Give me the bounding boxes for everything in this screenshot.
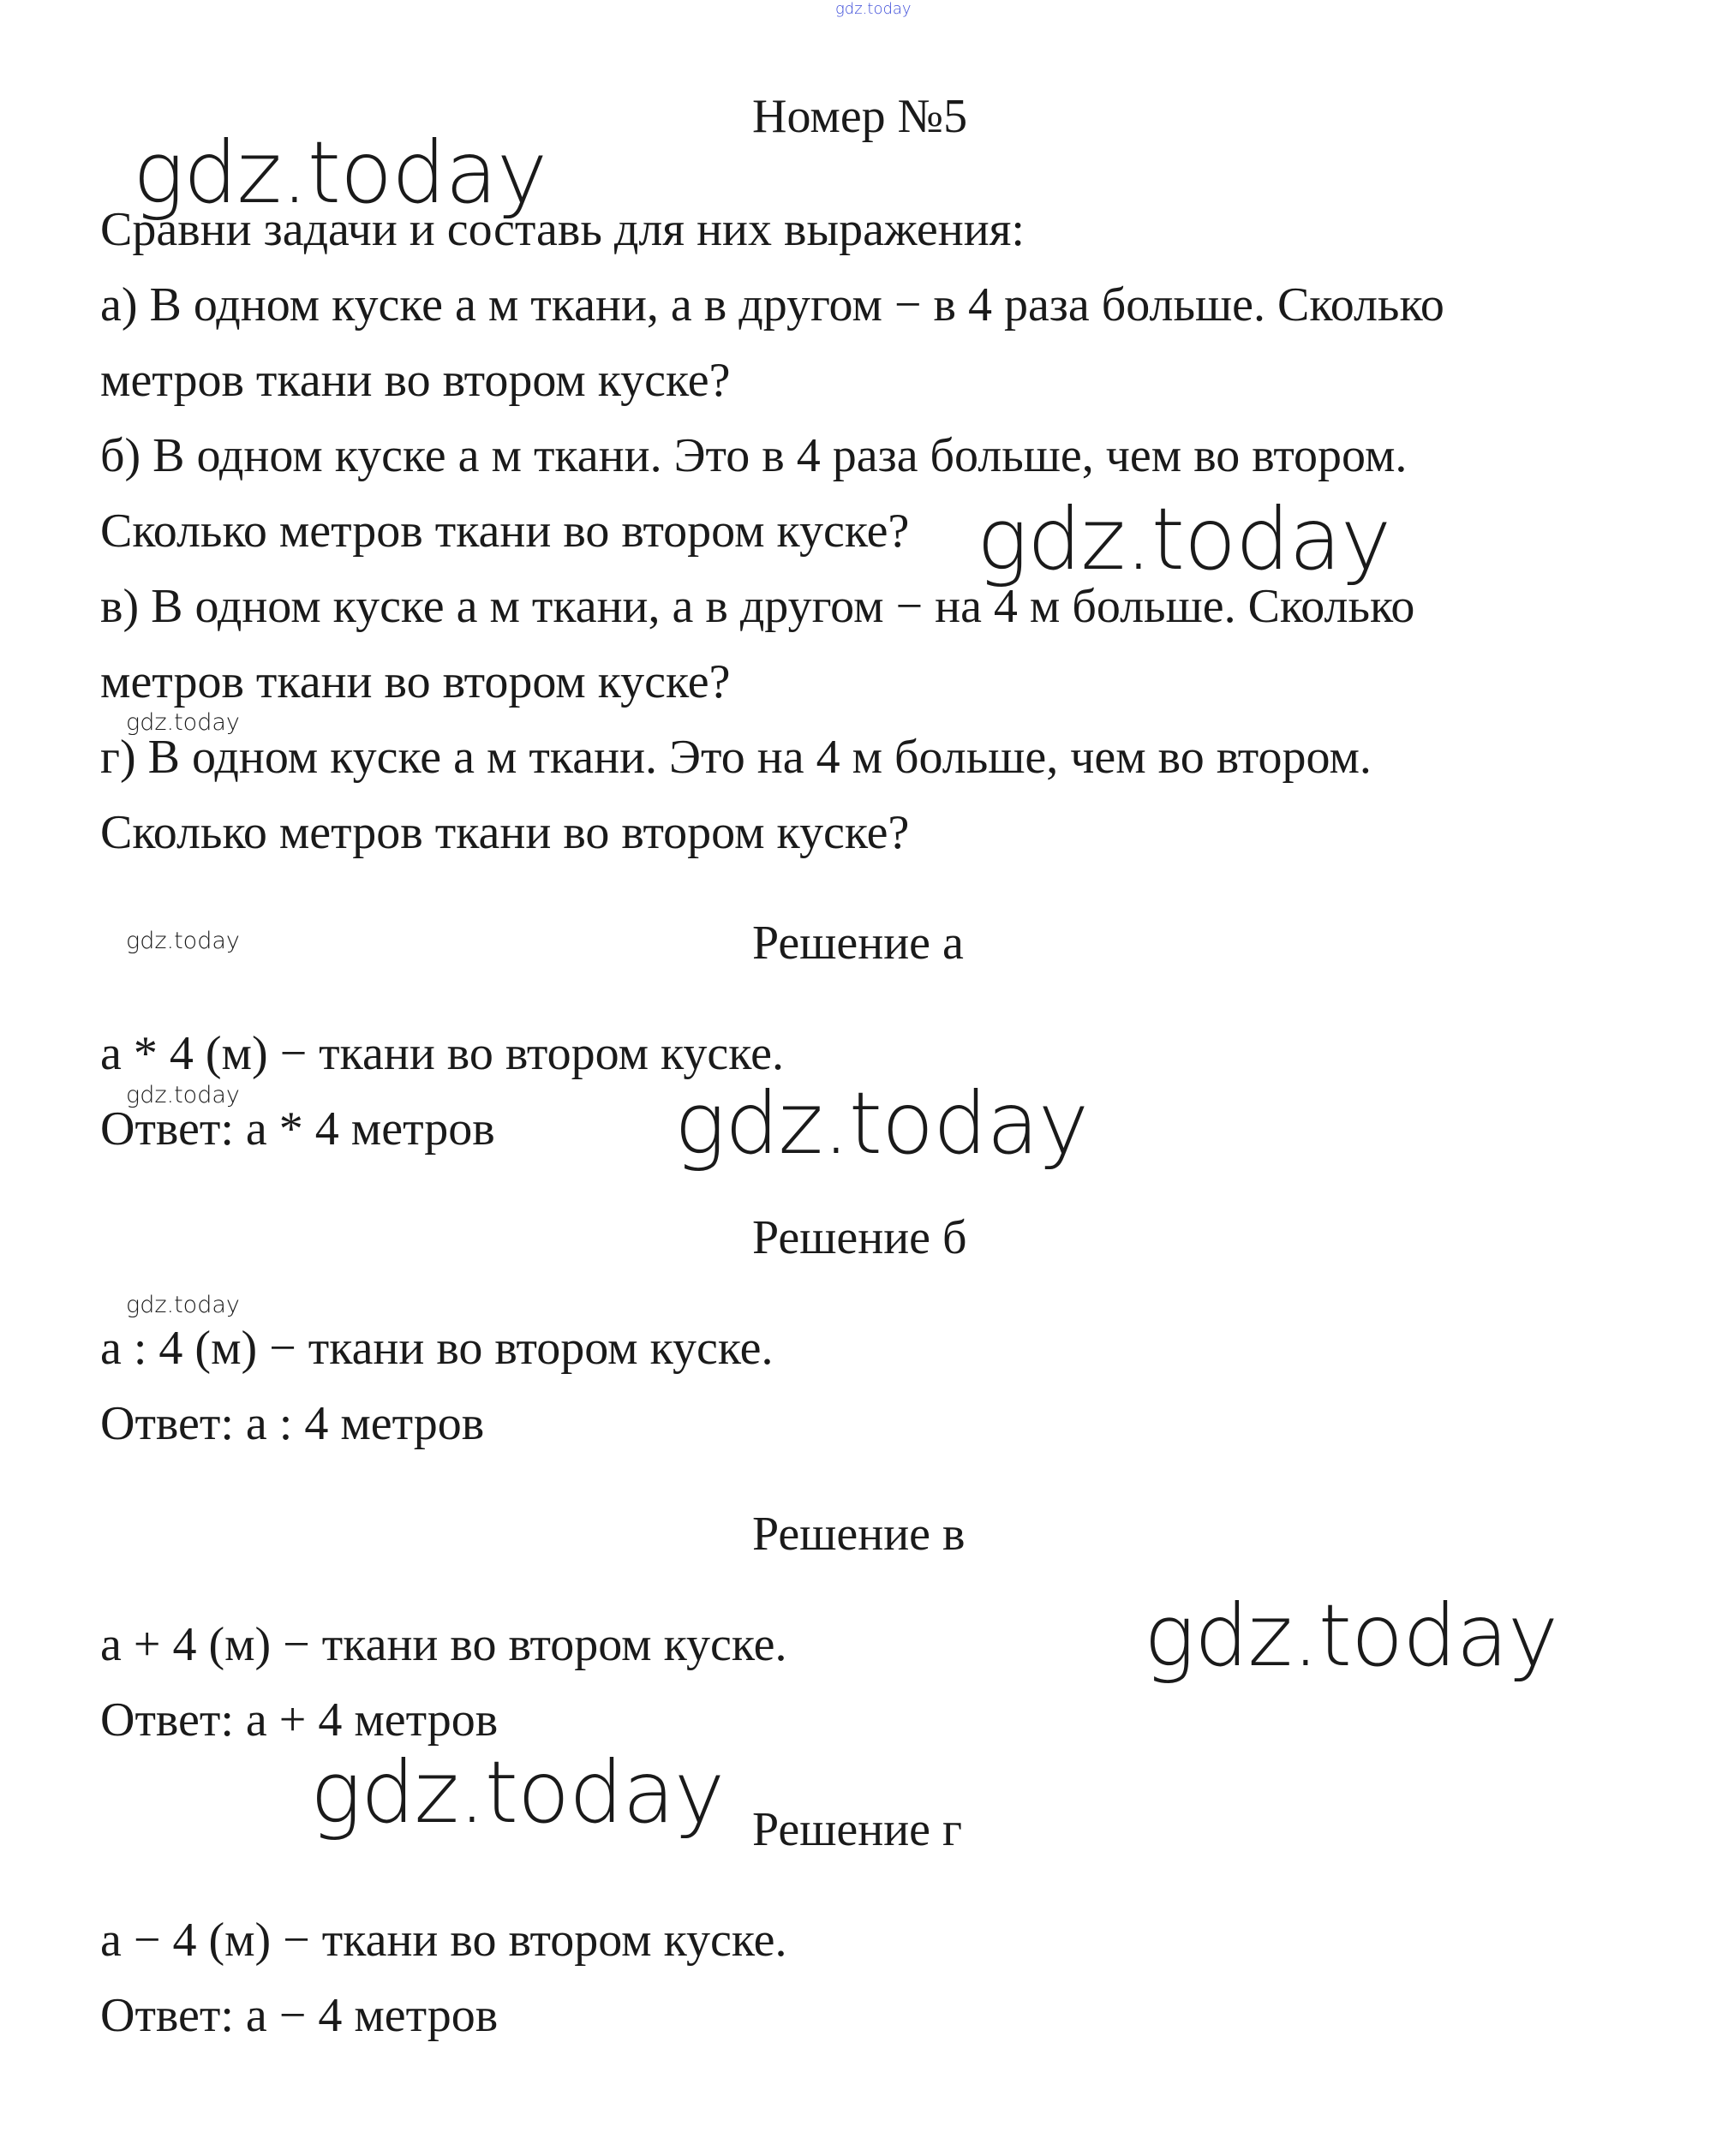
watermark-big: gdz.today: [310, 1742, 725, 1842]
solution-a-heading: Решение а: [752, 917, 964, 970]
watermark-small: gdz.today: [126, 709, 240, 736]
watermark-big: gdz.today: [674, 1073, 1089, 1174]
solution-b-expression: а : 4 (м) − ткани во втором куске.: [100, 1322, 774, 1375]
solution-a-answer: Ответ: а * 4 метров: [100, 1102, 495, 1156]
task-g-line-2: Сколько метров ткани во втором куске?: [100, 806, 910, 859]
solution-g-answer: Ответ: а − 4 метров: [100, 1989, 499, 2042]
page-title: Номер №5: [752, 90, 968, 143]
task-intro: Сравни задачи и составь для них выражения:: [100, 203, 1025, 256]
watermark-big: gdz.today: [977, 489, 1391, 589]
watermark-small: gdz.today: [126, 928, 240, 954]
watermark-big: gdz.today: [1144, 1586, 1558, 1686]
solution-v-answer: Ответ: а + 4 метров: [100, 1693, 499, 1747]
solution-b-answer: Ответ: а : 4 метров: [100, 1397, 485, 1450]
solution-g-heading: Решение г: [752, 1803, 962, 1856]
watermark-small: gdz.today: [126, 1292, 240, 1318]
task-g-line-1: г) В одном куске а м ткани. Это на 4 м больше, чем во втором.: [100, 731, 1372, 784]
task-v-line-2: метров ткани во втором куске?: [100, 655, 731, 708]
solution-a-expression: а * 4 (м) − ткани во втором куске.: [100, 1027, 784, 1080]
task-a-line-1: а) В одном куске а м ткани, а в другом − в 4 раза больше. Сколько: [100, 278, 1444, 331]
watermark-top: gdz.today: [835, 0, 912, 18]
solution-b-heading: Решение б: [752, 1211, 967, 1264]
task-b-line-2: Сколько метров ткани во втором куске?: [100, 505, 910, 558]
task-a-line-2: метров ткани во втором куске?: [100, 354, 731, 407]
watermark-big: gdz.today: [133, 122, 547, 223]
solution-v-expression: а + 4 (м) − ткани во втором куске.: [100, 1618, 787, 1671]
watermark-small: gdz.today: [126, 1082, 240, 1108]
solution-g-expression: а − 4 (м) − ткани во втором куске.: [100, 1914, 787, 1967]
task-v-line-1: в) В одном куске а м ткани, а в другом − на 4 м больше. Сколько: [100, 580, 1415, 633]
task-b-line-1: б) В одном куске а м ткани. Это в 4 раза больше, чем во втором.: [100, 429, 1408, 482]
solution-v-heading: Решение в: [752, 1508, 966, 1561]
